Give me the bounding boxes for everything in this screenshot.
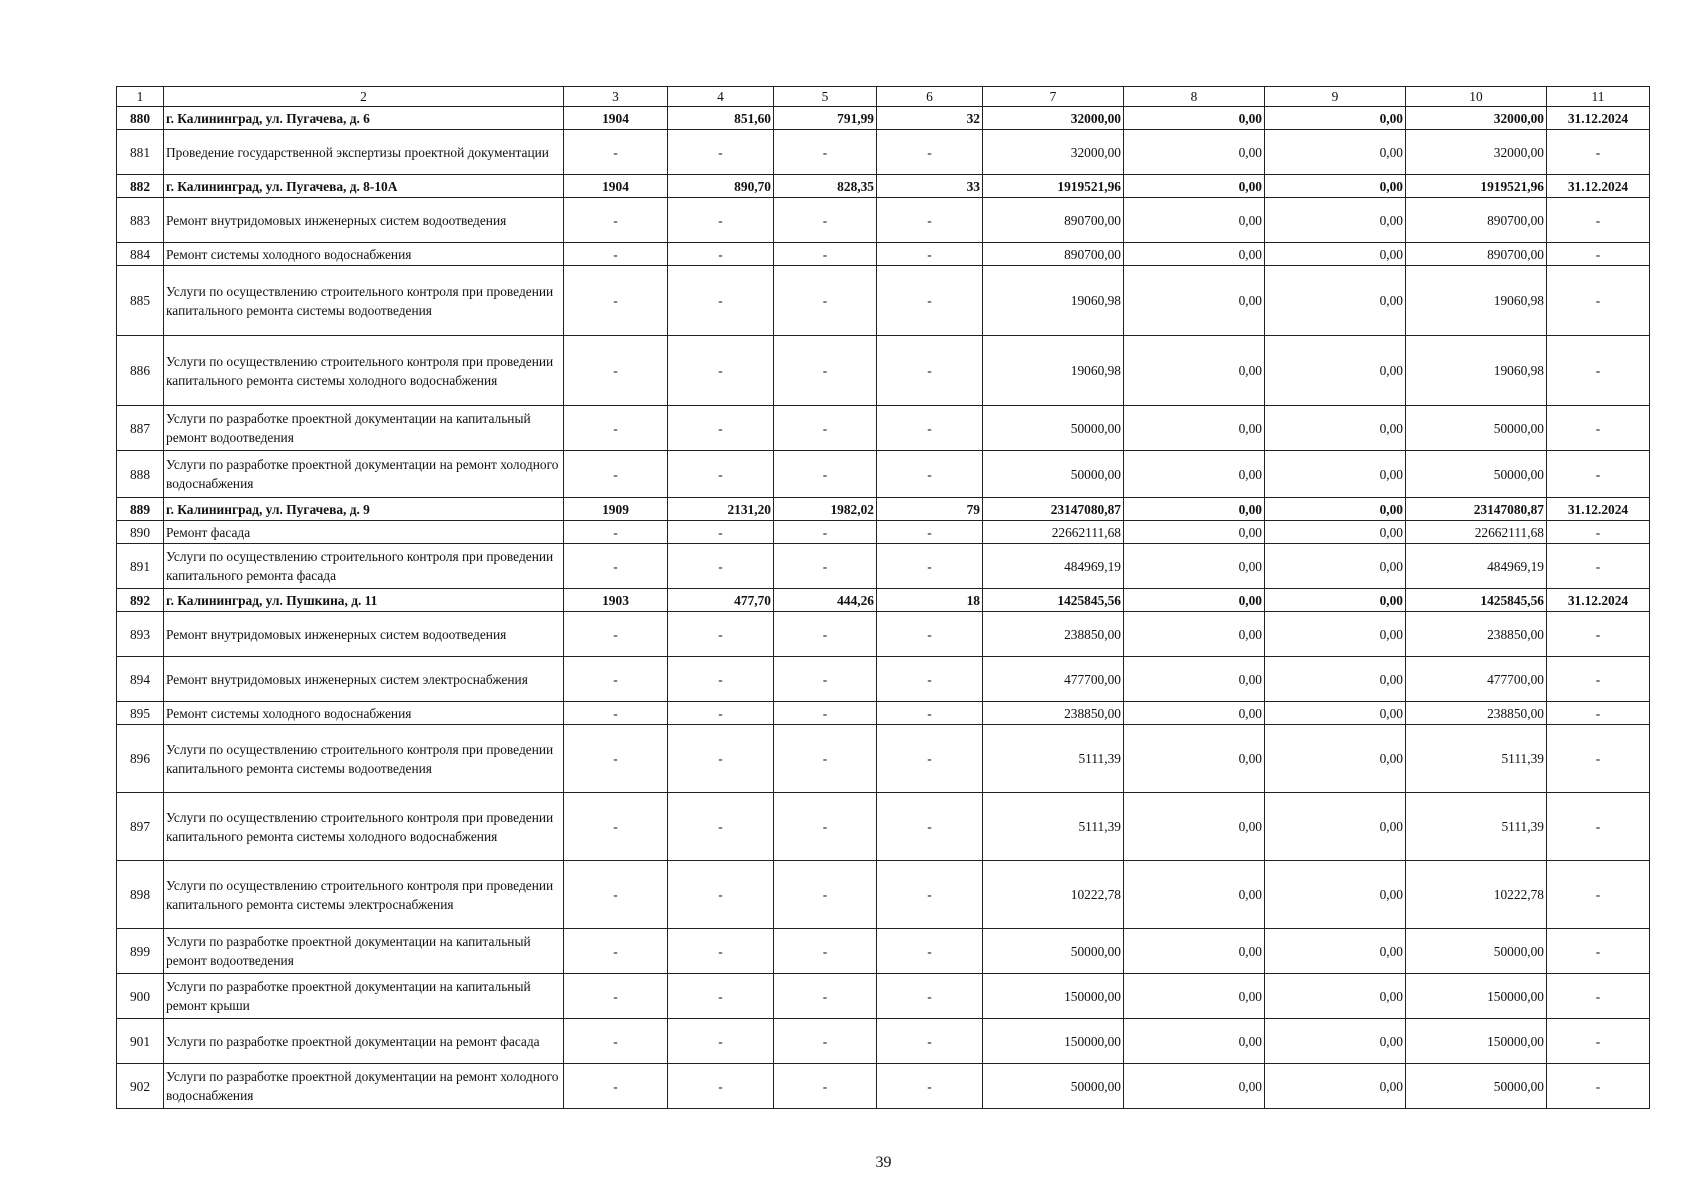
deadline-cell: - <box>1547 612 1650 657</box>
work-item-row <box>117 336 1650 406</box>
residents-cell: - <box>877 266 983 336</box>
cost-col10-cell: 22662111,68 <box>1406 521 1547 544</box>
area-total-cell: - <box>668 198 774 243</box>
residents-cell: 79 <box>877 498 983 521</box>
deadline-cell: 31.12.2024 <box>1547 498 1650 521</box>
area-living-cell: - <box>774 793 877 861</box>
column-header: 8 <box>1124 87 1265 107</box>
year-cell: - <box>564 929 668 974</box>
cost-col9-cell: 0,00 <box>1265 974 1406 1019</box>
cost-col8-cell: 0,00 <box>1124 657 1265 702</box>
year-cell: - <box>564 1064 668 1109</box>
total-cost-cell: 1919521,96 <box>983 175 1124 198</box>
cost-col9-cell: 0,00 <box>1265 725 1406 793</box>
address-row <box>117 589 1650 612</box>
column-header: 11 <box>1547 87 1650 107</box>
total-cost-cell: 50000,00 <box>983 1064 1124 1109</box>
work-item-row <box>117 130 1650 175</box>
cost-col9-cell: 0,00 <box>1265 175 1406 198</box>
residents-cell: 32 <box>877 107 983 130</box>
column-header: 9 <box>1265 87 1406 107</box>
cost-col9-cell: 0,00 <box>1265 243 1406 266</box>
year-cell: - <box>564 521 668 544</box>
total-cost-cell: 19060,98 <box>983 266 1124 336</box>
row-number-cell: 890 <box>117 521 164 544</box>
deadline-cell: - <box>1547 544 1650 589</box>
area-living-cell: - <box>774 612 877 657</box>
cost-col9-cell: 0,00 <box>1265 406 1406 451</box>
cost-col8-cell: 0,00 <box>1124 589 1265 612</box>
year-cell: - <box>564 657 668 702</box>
row-number-cell: 902 <box>117 1064 164 1109</box>
work-item-row <box>117 198 1650 243</box>
deadline-cell: - <box>1547 336 1650 406</box>
work-item-row <box>117 243 1650 266</box>
cost-col8-cell: 0,00 <box>1124 498 1265 521</box>
cost-col8-cell: 0,00 <box>1124 406 1265 451</box>
area-living-cell: - <box>774 198 877 243</box>
total-cost-cell: 5111,39 <box>983 725 1124 793</box>
residents-cell: - <box>877 521 983 544</box>
year-cell: - <box>564 861 668 929</box>
cost-col10-cell: 50000,00 <box>1406 929 1547 974</box>
cost-col10-cell: 50000,00 <box>1406 406 1547 451</box>
row-number-cell: 901 <box>117 1019 164 1064</box>
deadline-cell: - <box>1547 725 1650 793</box>
area-living-cell: - <box>774 1019 877 1064</box>
cost-col10-cell: 10222,78 <box>1406 861 1547 929</box>
total-cost-cell: 890700,00 <box>983 243 1124 266</box>
work-item-row <box>117 929 1650 974</box>
area-total-cell: - <box>668 725 774 793</box>
area-living-cell: - <box>774 1064 877 1109</box>
residents-cell: - <box>877 1064 983 1109</box>
residents-cell: 18 <box>877 589 983 612</box>
area-total-cell: - <box>668 1064 774 1109</box>
total-cost-cell: 32000,00 <box>983 107 1124 130</box>
year-cell: - <box>564 702 668 725</box>
total-cost-cell: 23147080,87 <box>983 498 1124 521</box>
year-cell: - <box>564 336 668 406</box>
row-number-cell: 881 <box>117 130 164 175</box>
cost-col9-cell: 0,00 <box>1265 198 1406 243</box>
deadline-cell: - <box>1547 657 1650 702</box>
area-total-cell: 890,70 <box>668 175 774 198</box>
area-total-cell: - <box>668 1019 774 1064</box>
deadline-cell: - <box>1547 406 1650 451</box>
residents-cell: - <box>877 243 983 266</box>
area-living-cell: - <box>774 406 877 451</box>
row-number-cell: 886 <box>117 336 164 406</box>
cost-col10-cell: 50000,00 <box>1406 451 1547 498</box>
residents-cell: - <box>877 198 983 243</box>
work-item-row <box>117 793 1650 861</box>
cost-col8-cell: 0,00 <box>1124 929 1265 974</box>
description-cell: Проведение государственной экспертизы проектной документации <box>164 130 564 175</box>
cost-col8-cell: 0,00 <box>1124 336 1265 406</box>
row-number-cell: 892 <box>117 589 164 612</box>
total-cost-cell: 32000,00 <box>983 130 1124 175</box>
area-total-cell: - <box>668 451 774 498</box>
deadline-cell: - <box>1547 702 1650 725</box>
cost-col10-cell: 32000,00 <box>1406 130 1547 175</box>
area-living-cell: 828,35 <box>774 175 877 198</box>
deadline-cell: - <box>1547 521 1650 544</box>
description-cell: Услуги по осуществлению строительного контроля при проведении капитального ремонта системы водоотведения <box>164 725 564 793</box>
column-header: 5 <box>774 87 877 107</box>
total-cost-cell: 50000,00 <box>983 929 1124 974</box>
cost-col8-cell: 0,00 <box>1124 521 1265 544</box>
description-cell: Ремонт внутридомовых инженерных систем водоотведения <box>164 612 564 657</box>
cost-col9-cell: 0,00 <box>1265 336 1406 406</box>
row-number-cell: 900 <box>117 974 164 1019</box>
cost-col10-cell: 150000,00 <box>1406 974 1547 1019</box>
work-item-row <box>117 544 1650 589</box>
year-cell: - <box>564 406 668 451</box>
area-total-cell: - <box>668 406 774 451</box>
description-cell: Услуги по разработке проектной документации на ремонт холодного водоснабжения <box>164 451 564 498</box>
residents-cell: 33 <box>877 175 983 198</box>
residents-cell: - <box>877 725 983 793</box>
cost-col10-cell: 238850,00 <box>1406 702 1547 725</box>
cost-col8-cell: 0,00 <box>1124 544 1265 589</box>
cost-col9-cell: 0,00 <box>1265 589 1406 612</box>
description-cell: Услуги по разработке проектной документации на капитальный ремонт крыши <box>164 974 564 1019</box>
work-item-row <box>117 521 1650 544</box>
cost-col9-cell: 0,00 <box>1265 130 1406 175</box>
row-number-cell: 882 <box>117 175 164 198</box>
residents-cell: - <box>877 793 983 861</box>
description-cell: Услуги по осуществлению строительного контроля при проведении капитального ремонта системы водоотведения <box>164 266 564 336</box>
column-header: 1 <box>117 87 164 107</box>
area-total-cell: - <box>668 929 774 974</box>
cost-col10-cell: 19060,98 <box>1406 266 1547 336</box>
total-cost-cell: 10222,78 <box>983 861 1124 929</box>
total-cost-cell: 477700,00 <box>983 657 1124 702</box>
area-living-cell: - <box>774 861 877 929</box>
area-total-cell: - <box>668 861 774 929</box>
area-living-cell: - <box>774 243 877 266</box>
cost-col10-cell: 5111,39 <box>1406 725 1547 793</box>
description-cell: Услуги по осуществлению строительного контроля при проведении капитального ремонта системы холодного водоснабжения <box>164 336 564 406</box>
total-cost-cell: 50000,00 <box>983 406 1124 451</box>
year-cell: - <box>564 451 668 498</box>
total-cost-cell: 238850,00 <box>983 702 1124 725</box>
area-total-cell: - <box>668 336 774 406</box>
page-number: 39 <box>875 1154 892 1171</box>
description-cell: Услуги по разработке проектной документации на ремонт фасада <box>164 1019 564 1064</box>
description-cell: Услуги по осуществлению строительного контроля при проведении капитального ремонта фасада <box>164 544 564 589</box>
year-cell: - <box>564 793 668 861</box>
work-item-row <box>117 974 1650 1019</box>
deadline-cell: 31.12.2024 <box>1547 589 1650 612</box>
year-cell: - <box>564 130 668 175</box>
description-cell: г. Калининград, ул. Пушкина, д. 11 <box>164 589 564 612</box>
deadline-cell: - <box>1547 198 1650 243</box>
area-total-cell: - <box>668 793 774 861</box>
column-header: 2 <box>164 87 564 107</box>
residents-cell: - <box>877 974 983 1019</box>
description-cell: г. Калининград, ул. Пугачева, д. 6 <box>164 107 564 130</box>
row-number-cell: 885 <box>117 266 164 336</box>
deadline-cell: - <box>1547 1064 1650 1109</box>
cost-col10-cell: 477700,00 <box>1406 657 1547 702</box>
residents-cell: - <box>877 544 983 589</box>
description-cell: Ремонт системы холодного водоснабжения <box>164 702 564 725</box>
year-cell: - <box>564 198 668 243</box>
work-item-row <box>117 702 1650 725</box>
area-living-cell: - <box>774 725 877 793</box>
row-number-cell: 898 <box>117 861 164 929</box>
deadline-cell: 31.12.2024 <box>1547 175 1650 198</box>
deadline-cell: - <box>1547 1019 1650 1064</box>
total-cost-cell: 19060,98 <box>983 336 1124 406</box>
total-cost-cell: 150000,00 <box>983 974 1124 1019</box>
row-number-cell: 895 <box>117 702 164 725</box>
description-cell: г. Калининград, ул. Пугачева, д. 8-10А <box>164 175 564 198</box>
area-total-cell: - <box>668 266 774 336</box>
residents-cell: - <box>877 336 983 406</box>
area-living-cell: 444,26 <box>774 589 877 612</box>
area-total-cell: 2131,20 <box>668 498 774 521</box>
cost-col9-cell: 0,00 <box>1265 612 1406 657</box>
area-living-cell: 1982,02 <box>774 498 877 521</box>
cost-col9-cell: 0,00 <box>1265 451 1406 498</box>
row-number-cell: 887 <box>117 406 164 451</box>
cost-col9-cell: 0,00 <box>1265 1019 1406 1064</box>
area-living-cell: - <box>774 266 877 336</box>
residents-cell: - <box>877 861 983 929</box>
address-row <box>117 498 1650 521</box>
area-total-cell: - <box>668 544 774 589</box>
column-header: 7 <box>983 87 1124 107</box>
area-total-cell: 851,60 <box>668 107 774 130</box>
residents-cell: - <box>877 1019 983 1064</box>
area-living-cell: - <box>774 130 877 175</box>
cost-col9-cell: 0,00 <box>1265 702 1406 725</box>
area-total-cell: - <box>668 243 774 266</box>
total-cost-cell: 22662111,68 <box>983 521 1124 544</box>
area-total-cell: 477,70 <box>668 589 774 612</box>
area-living-cell: - <box>774 521 877 544</box>
deadline-cell: - <box>1547 861 1650 929</box>
deadline-cell: - <box>1547 793 1650 861</box>
cost-col8-cell: 0,00 <box>1124 974 1265 1019</box>
cost-col8-cell: 0,00 <box>1124 1019 1265 1064</box>
cost-col9-cell: 0,00 <box>1265 521 1406 544</box>
cost-col10-cell: 19060,98 <box>1406 336 1547 406</box>
cost-col9-cell: 0,00 <box>1265 929 1406 974</box>
description-cell: Ремонт внутридомовых инженерных систем водоотведения <box>164 198 564 243</box>
cost-col10-cell: 50000,00 <box>1406 1064 1547 1109</box>
area-living-cell: - <box>774 451 877 498</box>
total-cost-cell: 5111,39 <box>983 793 1124 861</box>
residents-cell: - <box>877 929 983 974</box>
area-living-cell: - <box>774 929 877 974</box>
row-number-cell: 884 <box>117 243 164 266</box>
deadline-cell: 31.12.2024 <box>1547 107 1650 130</box>
total-cost-cell: 890700,00 <box>983 198 1124 243</box>
year-cell: 1903 <box>564 589 668 612</box>
column-header: 10 <box>1406 87 1547 107</box>
description-cell: Услуги по разработке проектной документации на капитальный ремонт водоотведения <box>164 406 564 451</box>
deadline-cell: - <box>1547 130 1650 175</box>
deadline-cell: - <box>1547 929 1650 974</box>
cost-col8-cell: 0,00 <box>1124 1064 1265 1109</box>
year-cell: 1904 <box>564 175 668 198</box>
work-item-row <box>117 1064 1650 1109</box>
area-total-cell: - <box>668 521 774 544</box>
work-item-row <box>117 861 1650 929</box>
deadline-cell: - <box>1547 974 1650 1019</box>
area-total-cell: - <box>668 130 774 175</box>
area-living-cell: - <box>774 702 877 725</box>
area-total-cell: - <box>668 612 774 657</box>
total-cost-cell: 150000,00 <box>983 1019 1124 1064</box>
total-cost-cell: 484969,19 <box>983 544 1124 589</box>
deadline-cell: - <box>1547 243 1650 266</box>
year-cell: - <box>564 725 668 793</box>
cost-col9-cell: 0,00 <box>1265 1064 1406 1109</box>
year-cell: 1904 <box>564 107 668 130</box>
cost-col9-cell: 0,00 <box>1265 544 1406 589</box>
address-row <box>117 107 1650 130</box>
row-number-cell: 888 <box>117 451 164 498</box>
cost-col10-cell: 23147080,87 <box>1406 498 1547 521</box>
cost-col10-cell: 32000,00 <box>1406 107 1547 130</box>
description-cell: Ремонт системы холодного водоснабжения <box>164 243 564 266</box>
deadline-cell: - <box>1547 266 1650 336</box>
capital-repair-table <box>116 86 1650 1109</box>
cost-col10-cell: 1919521,96 <box>1406 175 1547 198</box>
cost-col8-cell: 0,00 <box>1124 793 1265 861</box>
year-cell: - <box>564 266 668 336</box>
cost-col9-cell: 0,00 <box>1265 793 1406 861</box>
cost-col9-cell: 0,00 <box>1265 657 1406 702</box>
cost-col10-cell: 150000,00 <box>1406 1019 1547 1064</box>
year-cell: - <box>564 544 668 589</box>
area-living-cell: - <box>774 336 877 406</box>
row-number-cell: 897 <box>117 793 164 861</box>
cost-col8-cell: 0,00 <box>1124 451 1265 498</box>
row-number-cell: 880 <box>117 107 164 130</box>
cost-col10-cell: 1425845,56 <box>1406 589 1547 612</box>
total-cost-cell: 1425845,56 <box>983 589 1124 612</box>
description-cell: Ремонт фасада <box>164 521 564 544</box>
cost-col8-cell: 0,00 <box>1124 702 1265 725</box>
row-number-cell: 883 <box>117 198 164 243</box>
residents-cell: - <box>877 406 983 451</box>
description-cell: Услуги по осуществлению строительного контроля при проведении капитального ремонта системы холодного водоснабжения <box>164 793 564 861</box>
work-item-row <box>117 451 1650 498</box>
work-item-row <box>117 725 1650 793</box>
cost-col10-cell: 890700,00 <box>1406 243 1547 266</box>
row-number-cell: 893 <box>117 612 164 657</box>
cost-col8-cell: 0,00 <box>1124 107 1265 130</box>
total-cost-cell: 238850,00 <box>983 612 1124 657</box>
column-header: 6 <box>877 87 983 107</box>
description-cell: Услуги по осуществлению строительного контроля при проведении капитального ремонта системы электроснабжения <box>164 861 564 929</box>
cost-col8-cell: 0,00 <box>1124 175 1265 198</box>
cost-col8-cell: 0,00 <box>1124 861 1265 929</box>
cost-col8-cell: 0,00 <box>1124 266 1265 336</box>
row-number-cell: 894 <box>117 657 164 702</box>
description-cell: Услуги по разработке проектной документации на ремонт холодного водоснабжения <box>164 1064 564 1109</box>
year-cell: 1909 <box>564 498 668 521</box>
description-cell: Ремонт внутридомовых инженерных систем электроснабжения <box>164 657 564 702</box>
work-item-row <box>117 657 1650 702</box>
column-header: 4 <box>668 87 774 107</box>
residents-cell: - <box>877 657 983 702</box>
year-cell: - <box>564 612 668 657</box>
column-number-header-row <box>117 87 1650 107</box>
year-cell: - <box>564 243 668 266</box>
area-living-cell: - <box>774 544 877 589</box>
area-living-cell: - <box>774 974 877 1019</box>
cost-col10-cell: 484969,19 <box>1406 544 1547 589</box>
cost-col8-cell: 0,00 <box>1124 243 1265 266</box>
total-cost-cell: 50000,00 <box>983 451 1124 498</box>
cost-col8-cell: 0,00 <box>1124 725 1265 793</box>
work-item-row <box>117 612 1650 657</box>
work-item-row <box>117 406 1650 451</box>
residents-cell: - <box>877 612 983 657</box>
cost-col8-cell: 0,00 <box>1124 130 1265 175</box>
row-number-cell: 891 <box>117 544 164 589</box>
description-cell: Услуги по разработке проектной документации на капитальный ремонт водоотведения <box>164 929 564 974</box>
deadline-cell: - <box>1547 451 1650 498</box>
cost-col9-cell: 0,00 <box>1265 266 1406 336</box>
area-living-cell: - <box>774 657 877 702</box>
area-total-cell: - <box>668 657 774 702</box>
column-header: 3 <box>564 87 668 107</box>
cost-col10-cell: 238850,00 <box>1406 612 1547 657</box>
residents-cell: - <box>877 130 983 175</box>
row-number-cell: 889 <box>117 498 164 521</box>
area-total-cell: - <box>668 702 774 725</box>
cost-col8-cell: 0,00 <box>1124 612 1265 657</box>
row-number-cell: 896 <box>117 725 164 793</box>
cost-col8-cell: 0,00 <box>1124 198 1265 243</box>
cost-col9-cell: 0,00 <box>1265 107 1406 130</box>
address-row <box>117 175 1650 198</box>
cost-col10-cell: 890700,00 <box>1406 198 1547 243</box>
area-total-cell: - <box>668 974 774 1019</box>
residents-cell: - <box>877 451 983 498</box>
cost-col9-cell: 0,00 <box>1265 498 1406 521</box>
cost-col10-cell: 5111,39 <box>1406 793 1547 861</box>
description-cell: г. Калининград, ул. Пугачева, д. 9 <box>164 498 564 521</box>
row-number-cell: 899 <box>117 929 164 974</box>
work-item-row <box>117 266 1650 336</box>
year-cell: - <box>564 974 668 1019</box>
work-item-row <box>117 1019 1650 1064</box>
area-living-cell: 791,99 <box>774 107 877 130</box>
residents-cell: - <box>877 702 983 725</box>
year-cell: - <box>564 1019 668 1064</box>
cost-col9-cell: 0,00 <box>1265 861 1406 929</box>
